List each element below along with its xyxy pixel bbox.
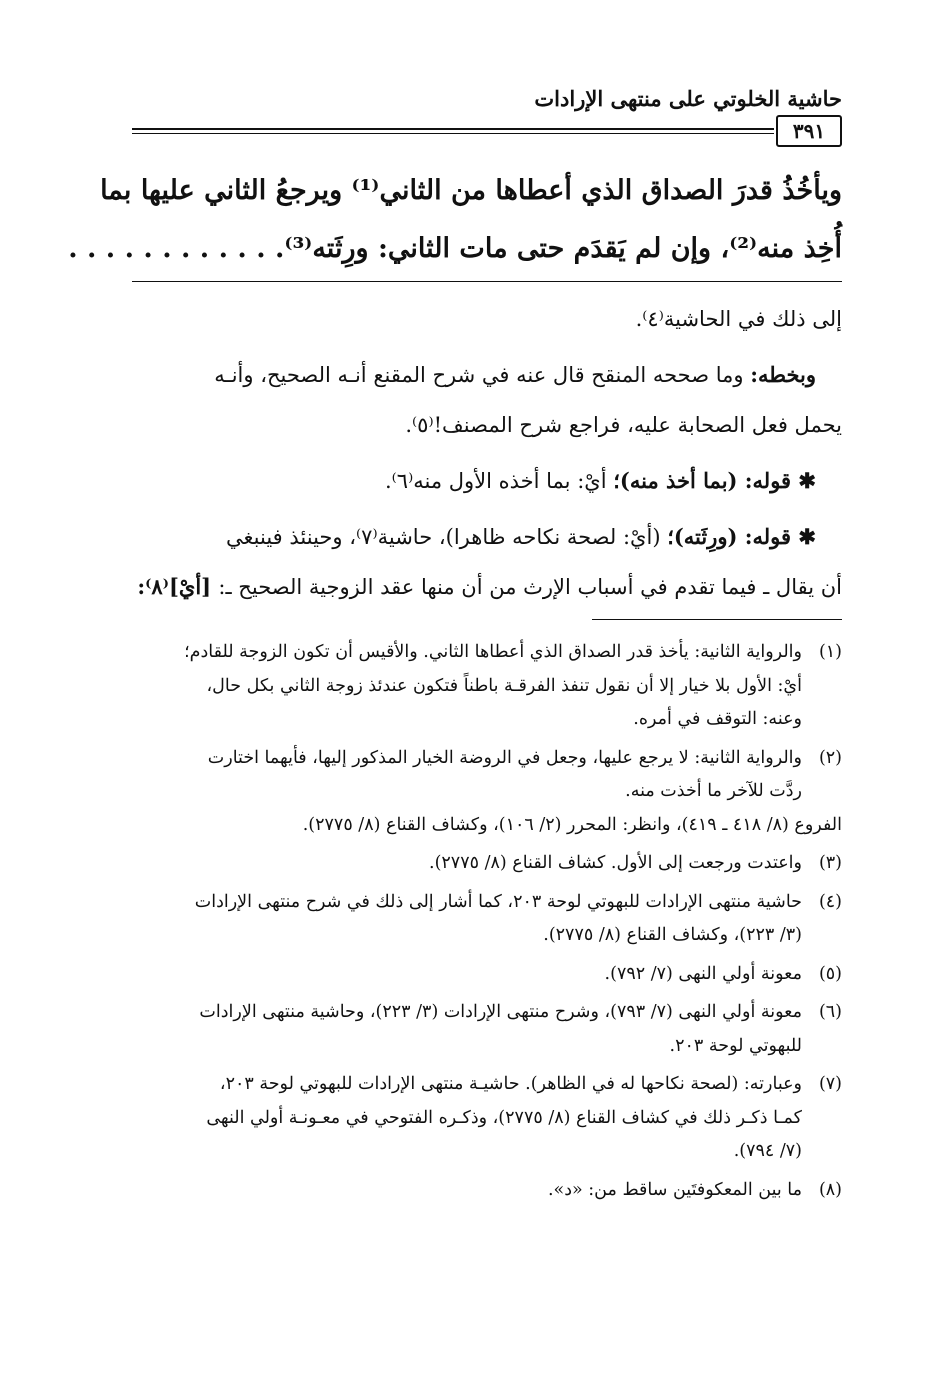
matn-line: ويأخُذُ قدرَ الصداق الذي أعطاها من الثاني⁽¹⁾ ويرجعُ الثاني عليها بما bbox=[100, 175, 842, 206]
footnote-item bbox=[132, 886, 842, 953]
commentary-paragraph bbox=[132, 512, 842, 562]
paragraph-text: أن يقال ـ فيما تقدم في أسباب الإرث من أن منها عقد الزوجية الصحيح ـ: bbox=[218, 575, 842, 599]
footnote-line: معونة أولي النهى (٧/ ٧٩٢). bbox=[604, 963, 802, 984]
footnote-item bbox=[132, 742, 842, 843]
commentary-paragraph bbox=[132, 456, 842, 506]
paragraph-text: وما صححه المنقح قال عنه في شرح المقنع أنـه الصحيح، وأنـه bbox=[214, 363, 751, 387]
footnote-number: (٧) bbox=[818, 1074, 842, 1094]
footnote-number: (٨) bbox=[818, 1179, 842, 1200]
bracket-insert: [أيْ]⁽٨⁾: bbox=[137, 574, 219, 599]
footnote-line: ما بين المعكوفتَين ساقط من: «د». bbox=[547, 1179, 802, 1200]
footnote-line: الفروع (٨/ ٤١٨ ـ ٤١٩)، وانظر: المحرر (٢/ ١٠٦)، وكشاف القناع (٨/ ٢٧٧٥). bbox=[302, 814, 842, 835]
commentary-line: يحمل فعل الصحابة عليه، فراجع شرح المصنف!⁽٥⁾. bbox=[405, 413, 842, 437]
matn-separator-rule bbox=[132, 281, 842, 282]
footnote-line: والرواية الثانية: يأخذ قدر الصداق الذي أعطاها الثاني. والأقيس أن تكون الزوجة للقادم؛ bbox=[184, 642, 802, 662]
footnote-line: حاشية منتهى الإرادات للبهوتي لوحة ٢٠٣، كما أشار إلى ذلك في شرح منتهى الإرادات bbox=[194, 891, 802, 912]
footnote-line: (٧/ ٧٩٤). bbox=[733, 1141, 802, 1161]
footnote-line: للبهوتي لوحة ٢٠٣. bbox=[669, 1035, 802, 1056]
footnote-item bbox=[132, 1174, 842, 1208]
commentary-text bbox=[132, 294, 842, 612]
page-number-box: ٣٩١ bbox=[776, 115, 842, 147]
footnote-line: (٣/ ٢٢٣)، وكشاف القناع (٨/ ٢٧٧٥). bbox=[543, 925, 802, 945]
footnote-line: والرواية الثانية: لا يرجع عليها، وجعل في الروضة الخيار المذكور إليها، فأيهما اختارت bbox=[207, 747, 802, 768]
matn-line: أُخِذ منه⁽²⁾، وإن لم يَقدَم حتى مات الثاني: ورِثَته⁽³⁾. . . . . . . . . . . . bbox=[68, 233, 842, 264]
footnote-item bbox=[132, 958, 842, 992]
footnote-item bbox=[132, 636, 842, 737]
paragraph-label: وبخطه: bbox=[750, 362, 816, 387]
footnote-number: (٦) bbox=[818, 1002, 842, 1022]
footnote-line: ردَّت للآخر ما أخذت منه. bbox=[625, 781, 802, 801]
footnote-line: وعنه: التوقف في أمره. bbox=[633, 709, 802, 729]
footnote-number: (٥) bbox=[818, 963, 842, 984]
footnote-line: واعتدت ورجعت إلى الأول. كشاف القناع (٨/ ٢٧٧٥). bbox=[429, 853, 802, 873]
running-header-title: حاشية الخلوتي على منتهى الإرادات bbox=[534, 86, 842, 111]
book-page bbox=[68, 0, 842, 1381]
footnote-number: (٤) bbox=[818, 891, 842, 912]
paragraph-label: قوله: (بما أخذ منه)؛ bbox=[613, 468, 792, 493]
header-rule bbox=[132, 128, 774, 134]
commentary-paragraph bbox=[132, 350, 842, 400]
footnote-item bbox=[132, 847, 842, 881]
footnote-line: وعبارته: (لصحة نكاحها له في الظاهر). حاشيـة منتهى الإرادات للبهوتي لوحة ٢٠٣، bbox=[219, 1074, 802, 1094]
asterisk-icon: ✱ bbox=[791, 524, 816, 549]
matn-text bbox=[68, 162, 842, 278]
footnotes bbox=[132, 636, 842, 1212]
paragraph-text: (أيْ: لصحة نكاحه ظاهرا)، حاشية⁽٧⁾، وحينئذ فينبغي bbox=[226, 525, 668, 549]
commentary-line: إلى ذلك في الحاشية⁽٤⁾. bbox=[635, 307, 842, 331]
footnote-number: (١) bbox=[818, 642, 842, 662]
commentary-line bbox=[132, 562, 842, 612]
paragraph-label: قوله: (ورِثَته)؛ bbox=[667, 524, 792, 549]
footnote-separator-rule bbox=[592, 619, 842, 620]
asterisk-icon: ✱ bbox=[791, 468, 816, 493]
footnote-number: (٢) bbox=[818, 747, 842, 768]
footnote-item bbox=[132, 996, 842, 1063]
footnote-item bbox=[132, 1068, 842, 1169]
footnote-line: كمـا ذكـر ذلك في كشاف القناع (٨/ ٢٧٧٥)، وذكـره الفتوحي في معـونـة أولي النهى bbox=[206, 1107, 802, 1128]
footnote-number: (٣) bbox=[818, 853, 842, 873]
paragraph-text: أيْ: بما أخذه الأول منه⁽٦⁾. bbox=[384, 469, 614, 493]
footnote-line: أيْ: الأول بلا خيار إلا أن نقول تنفذ الفرقـة باطناً فتكون عندئذ زوجة الثاني بكل حال، bbox=[206, 675, 802, 696]
footnote-line: معونة أولي النهى (٧/ ٧٩٣)، وشرح منتهى الإرادات (٣/ ٢٢٣)، وحاشية منتهى الإرادات bbox=[199, 1002, 802, 1022]
